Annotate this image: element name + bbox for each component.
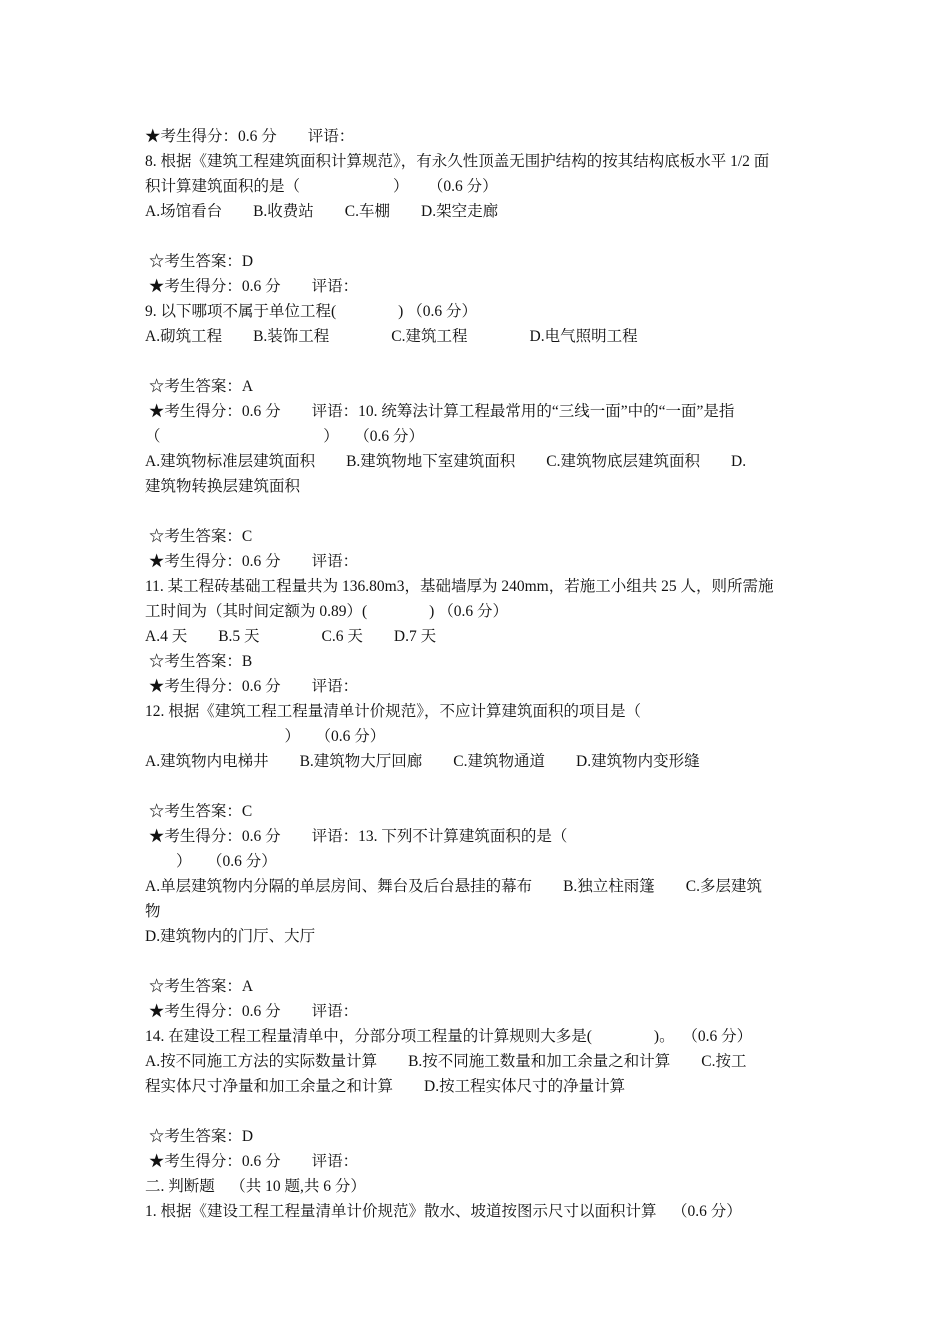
- doc-line-q10-text-1: ★考生得分：0.6 分 评语：10. 统筹法计算工程最常用的“三线一面”中的“一面”是指: [145, 403, 735, 420]
- doc-line-q12-text-1: 12. 根据《建筑工程工程量清单计价规范》，不应计算建筑面积的项目是（: [145, 703, 642, 720]
- doc-line-q10-opt-1: A.建筑物标准层建筑面积 B.建筑物地下室建筑面积 C.建筑物底层建筑面积 D.: [145, 453, 747, 470]
- doc-line-q12-options: A.建筑物内电梯井 B.建筑物大厅回廊 C.建筑物通道 D.建筑物内变形缝: [145, 753, 700, 770]
- doc-line-section-2: 二. 判断题 （共 10 题,共 6 分）: [145, 1178, 366, 1195]
- doc-line-q11-text-1: 11. 某工程砖基础工程量共为 136.80m3，基础墙厚为 240mm，若施工小组共 25 人，则所需施: [145, 578, 774, 595]
- doc-line-q10-text-2: （ ） （0.6 分）: [145, 428, 425, 445]
- doc-line-q8-text-2: 积计算建筑面积的是（ ） （0.6 分）: [145, 178, 498, 195]
- doc-line-q10-score: ★考生得分：0.6 分 评语：: [145, 553, 359, 570]
- doc-line-q14-answer: ☆考生答案：D: [145, 1128, 254, 1145]
- doc-line-q7-score: ★考生得分：0.6 分 评语：: [145, 128, 355, 145]
- doc-line-q13-answer: ☆考生答案：A: [145, 978, 254, 995]
- doc-line-q13-opt-1: A.单层建筑物内分隔的单层房间、舞台及后台悬挂的幕布 B.独立柱雨篷 C.多层建筑: [145, 878, 762, 895]
- doc-line-q11-text-2: 工时间为（其时间定额为 0.89）( ) （0.6 分）: [145, 603, 508, 620]
- doc-line-q13-opt-2: 物: [145, 903, 161, 920]
- doc-line-q14-score: ★考生得分：0.6 分 评语：: [145, 1153, 359, 1170]
- doc-line-q14-text: 14. 在建设工程工程量清单中，分部分项工程量的计算规则大多是( )。 （0.6 分）: [145, 1028, 753, 1045]
- doc-line-q11-score: ★考生得分：0.6 分 评语：: [145, 678, 359, 695]
- doc-line-q14-opt-1: A.按不同施工方法的实际数量计算 B.按不同施工数量和加工余量之和计算 C.按工: [145, 1053, 747, 1070]
- doc-line-q9-text: 9. 以下哪项不属于单位工程( ) （0.6 分）: [145, 303, 477, 320]
- doc-line-q12-answer: ☆考生答案：C: [145, 803, 253, 820]
- doc-line-q10-opt-2: 建筑物转换层建筑面积: [145, 478, 301, 495]
- doc-line-tf1-text: 1. 根据《建设工程工程量清单计价规范》散水、坡道按图示尺寸以面积计算 （0.6 分）: [145, 1203, 742, 1220]
- doc-line-q11-answer: ☆考生答案：B: [145, 653, 253, 670]
- doc-line-q13-score: ★考生得分：0.6 分 评语：: [145, 1003, 359, 1020]
- doc-line-q13-opt-3: D.建筑物内的门厅、大厅: [145, 928, 316, 945]
- doc-line-q12-text-2: ） （0.6 分）: [145, 728, 386, 745]
- doc-line-q11-options: A.4 天 B.5 天 C.6 天 D.7 天: [145, 628, 437, 645]
- doc-line-q9-answer: ☆考生答案：A: [145, 378, 254, 395]
- doc-line-q9-options: A.砌筑工程 B.装饰工程 C.建筑工程 D.电气照明工程: [145, 328, 638, 345]
- doc-line-q13-text-1: ★考生得分：0.6 分 评语：13. 下列不计算建筑面积的是（: [145, 828, 568, 845]
- doc-line-q14-opt-2: 程实体尺寸净量和加工余量之和计算 D.按工程实体尺寸的净量计算: [145, 1078, 626, 1095]
- doc-line-q13-text-2: ） （0.6 分）: [145, 853, 277, 870]
- doc-line-q8-answer: ☆考生答案：D: [145, 253, 254, 270]
- doc-line-q8-score: ★考生得分：0.6 分 评语：: [145, 278, 359, 295]
- doc-line-q8-text-1: 8. 根据《建筑工程建筑面积计算规范》，有永久性顶盖无围护结构的按其结构底板水平 1/2 面: [145, 153, 770, 170]
- doc-line-q8-options: A.场馆看台 B.收费站 C.车棚 D.架空走廊: [145, 203, 499, 220]
- doc-line-q10-answer: ☆考生答案：C: [145, 528, 253, 545]
